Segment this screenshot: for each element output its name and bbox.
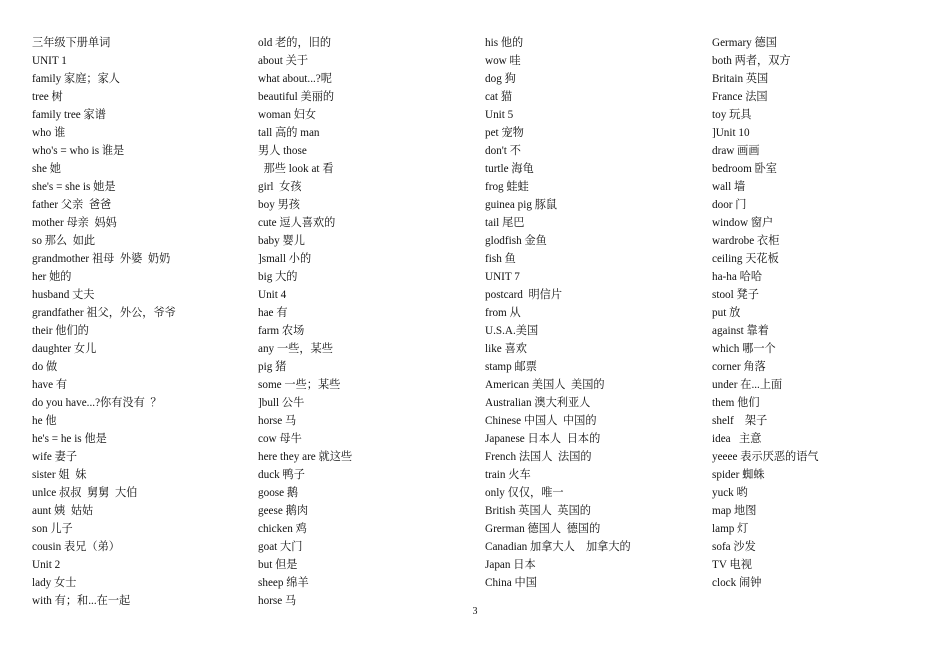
page-number: 3 [472, 606, 478, 617]
vocab-entry: she's = she is 她是 [32, 181, 116, 193]
vocab-entry: with 有；和...在一起 [32, 595, 131, 607]
vocab-entry: baby 婴儿 [258, 235, 305, 247]
vocab-entry: Germary 德国 [712, 37, 777, 49]
vocab-entry: his 他的 [485, 37, 524, 49]
vocab-entry: cow 母牛 [258, 433, 302, 445]
vocab-entry: Grerman 德国人 德国的 [485, 523, 601, 535]
vocab-entry: French 法国人 法国的 [485, 451, 592, 463]
vocab-entry: ]bull 公牛 [258, 397, 305, 409]
vocab-entry: she 她 [32, 163, 61, 175]
vocab-entry: corner 角落 [712, 361, 766, 373]
vocab-entry: wall 墙 [712, 181, 746, 193]
vocab-entry: their 他们的 [32, 325, 89, 337]
word-column-4 [712, 34, 932, 592]
vocab-entry: here they are 就这些 [258, 451, 353, 463]
vocab-entry: stamp 邮票 [485, 361, 537, 373]
vocab-entry: from 从 [485, 307, 521, 319]
vocab-entry: Japanese 日本人 日本的 [485, 433, 601, 445]
vocab-entry: ]Unit 10 [712, 127, 750, 139]
vocab-entry: window 窗户 [712, 217, 774, 229]
vocab-entry: idea 主意 [712, 433, 762, 445]
vocab-entry: hae 有 [258, 307, 288, 319]
vocab-entry: wow 哇 [485, 55, 521, 67]
vocab-entry: wife 妻子 [32, 451, 78, 463]
vocab-entry: sofa 沙发 [712, 541, 756, 553]
vocab-entry: draw 画画 [712, 145, 760, 157]
vocab-entry: like 喜欢 [485, 343, 527, 355]
vocab-entry: grandmother 祖母 外婆 奶奶 [32, 253, 171, 265]
vocab-entry: her 她的 [32, 271, 72, 283]
vocab-entry: who 谁 [32, 127, 66, 139]
vocab-entry: under 在...上面 [712, 379, 783, 391]
vocab-entry: son 儿子 [32, 523, 73, 535]
vocab-entry: father 父亲 爸爸 [32, 199, 112, 211]
vocab-entry: family 家庭；家人 [32, 73, 120, 85]
vocab-entry: family tree 家谱 [32, 109, 106, 121]
vocab-entry: aunt 姨 姑姑 [32, 505, 94, 517]
vocab-entry: door 门 [712, 199, 747, 211]
vocab-entry: mother 母亲 妈妈 [32, 217, 117, 229]
vocab-entry: stool 凳子 [712, 289, 759, 301]
vocab-entry: guinea pig 豚鼠 [485, 199, 558, 211]
vocab-entry: cute 逗人喜欢的 [258, 217, 336, 229]
vocab-entry: China 中国 [485, 577, 537, 589]
vocab-entry: France 法国 [712, 91, 768, 103]
vocab-entry: Unit 5 [485, 109, 514, 121]
vocab-entry: he 他 [32, 415, 57, 427]
vocab-entry: lamp 灯 [712, 523, 749, 535]
vocab-entry: ceiling 天花板 [712, 253, 779, 265]
vocab-entry: who's = who is 谁是 [32, 145, 125, 157]
vocab-entry: toy 玩具 [712, 109, 752, 121]
vocab-entry: glodfish 金鱼 [485, 235, 547, 247]
vocab-entry: tail 尾巴 [485, 217, 525, 229]
vocab-entry: Canadian 加拿大人 加拿大的 [485, 541, 631, 553]
vocab-entry: lady 女士 [32, 577, 77, 589]
vocab-entry: chicken 鸡 [258, 523, 307, 535]
vocab-entry: Australian 澳大利亚人 [485, 397, 591, 409]
vocab-entry: tree 树 [32, 91, 63, 103]
vocab-entry: Chinese 中国人 中国的 [485, 415, 597, 427]
vocab-entry: sheep 绵羊 [258, 577, 309, 589]
vocab-entry: dog 狗 [485, 73, 516, 85]
vocab-entry: big 大的 [258, 271, 298, 283]
vocab-entry: any 一些，某些 [258, 343, 333, 355]
vocab-entry: duck 鸭子 [258, 469, 305, 481]
vocab-entry: have 有 [32, 379, 68, 391]
word-column-3 [485, 34, 705, 592]
vocab-entry: Japan 日本 [485, 559, 536, 571]
vocab-entry: old 老的，旧的 [258, 37, 332, 49]
vocab-entry: goat 大门 [258, 541, 303, 553]
vocab-entry: geese 鹅肉 [258, 505, 309, 517]
vocab-entry: daughter 女儿 [32, 343, 97, 355]
vocab-entry: husband 丈夫 [32, 289, 95, 301]
vocab-entry: map 地图 [712, 505, 757, 517]
vocab-entry: train 火车 [485, 469, 531, 481]
vocab-entry: both 两者，双方 [712, 55, 791, 67]
vocab-entry: yuck 哟 [712, 487, 748, 499]
vocab-entry: about 关于 [258, 55, 309, 67]
vocab-entry: pet 宠物 [485, 127, 524, 139]
vocab-entry: ]small 小的 [258, 253, 312, 265]
vocab-entry: do you have...?你有没有 ？ [32, 397, 162, 409]
vocab-entry: turtle 海龟 [485, 163, 534, 175]
vocab-entry: 三年级下册单词 [32, 37, 111, 49]
vocab-entry: pig 猪 [258, 361, 287, 373]
vocab-entry: which 哪一个 [712, 343, 776, 355]
vocab-entry: yeeee 表示厌恶的语气 [712, 451, 819, 463]
vocab-entry: don't 不 [485, 145, 521, 157]
vocab-entry: boy 男孩 [258, 199, 300, 211]
vocab-entry: UNIT 7 [485, 271, 520, 283]
vocab-entry: frog 蛙蛙 [485, 181, 529, 193]
vocab-entry: U.S.A.美国 [485, 325, 539, 337]
vocab-entry: against 靠着 [712, 325, 769, 337]
vocab-entry: 男人 those [258, 145, 307, 157]
vocab-entry: but 但是 [258, 559, 298, 571]
vocab-entry: them 他们 [712, 397, 760, 409]
vocab-entry: unlce 叔叔 舅舅 大伯 [32, 487, 138, 499]
vocab-entry: shelf 架子 [712, 415, 768, 427]
vocab-entry: cat 猫 [485, 91, 513, 103]
vocab-entry: so 那么 如此 [32, 235, 96, 247]
vocab-entry: fish 鱼 [485, 253, 516, 265]
vocab-entry: bedroom 卧室 [712, 163, 777, 175]
vocab-entry: tall 高的 man [258, 127, 320, 139]
vocab-entry: wardrobe 衣柜 [712, 235, 780, 247]
vocab-entry: clock 闹钟 [712, 577, 762, 589]
word-column-1 [32, 34, 252, 610]
vocab-entry: horse 马 [258, 595, 297, 607]
vocab-entry: he's = he is 他是 [32, 433, 107, 445]
vocab-entry: some 一些；某些 [258, 379, 341, 391]
vocab-entry: what about...?呢 [258, 73, 332, 85]
vocab-entry: horse 马 [258, 415, 297, 427]
vocab-entry: goose 鹅 [258, 487, 299, 499]
vocab-entry: British 英国人 英国的 [485, 505, 591, 517]
vocab-entry: 那些 look at 看 [258, 163, 334, 175]
vocab-entry: postcard 明信片 [485, 289, 563, 301]
vocab-entry: cousin 表兄（弟） [32, 541, 120, 553]
vocab-entry: grandfather 祖父，外公，爷爷 [32, 307, 176, 319]
vocab-entry: American 美国人 美国的 [485, 379, 605, 391]
vocab-entry: put 放 [712, 307, 741, 319]
vocab-entry: beautiful 美丽的 [258, 91, 335, 103]
vocab-entry: UNIT 1 [32, 55, 67, 67]
vocab-entry: TV 电视 [712, 559, 752, 571]
vocab-entry: Britain 英国 [712, 73, 769, 85]
vocab-entry: sister 姐 妹 [32, 469, 87, 481]
word-column-2 [258, 34, 478, 610]
vocab-entry: farm 农场 [258, 325, 305, 337]
vocab-entry: ha-ha 哈哈 [712, 271, 763, 283]
vocab-entry: only 仅仅，唯一 [485, 487, 564, 499]
vocab-entry: woman 妇女 [258, 109, 317, 121]
vocab-entry: do 做 [32, 361, 58, 373]
vocab-entry: girl 女孩 [258, 181, 302, 193]
vocab-entry: spider 蜘蛛 [712, 469, 765, 481]
vocab-entry: Unit 4 [258, 289, 287, 301]
vocab-entry: Unit 2 [32, 559, 61, 571]
